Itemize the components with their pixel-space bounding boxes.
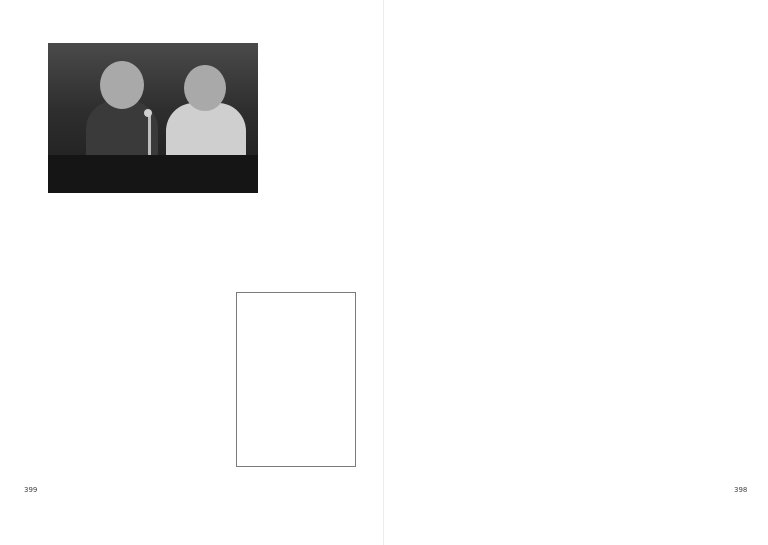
photo-head-left [100, 61, 144, 109]
right-page-number [734, 486, 748, 494]
left-page-number [24, 486, 38, 494]
photo-block [48, 43, 258, 246]
photo-microphone-head [144, 109, 152, 117]
photo-head-right [184, 65, 226, 111]
left-page-number-text: 399 [24, 486, 38, 494]
quote-text [243, 299, 349, 460]
right-body [404, 43, 704, 473]
photo [48, 43, 258, 193]
quote-box [236, 292, 356, 467]
photo-desk [48, 155, 258, 193]
left-body-bottom [48, 294, 230, 474]
section-heading [712, 40, 736, 300]
right-page-number-text: 398 [734, 486, 748, 494]
left-body-top [262, 43, 368, 290]
